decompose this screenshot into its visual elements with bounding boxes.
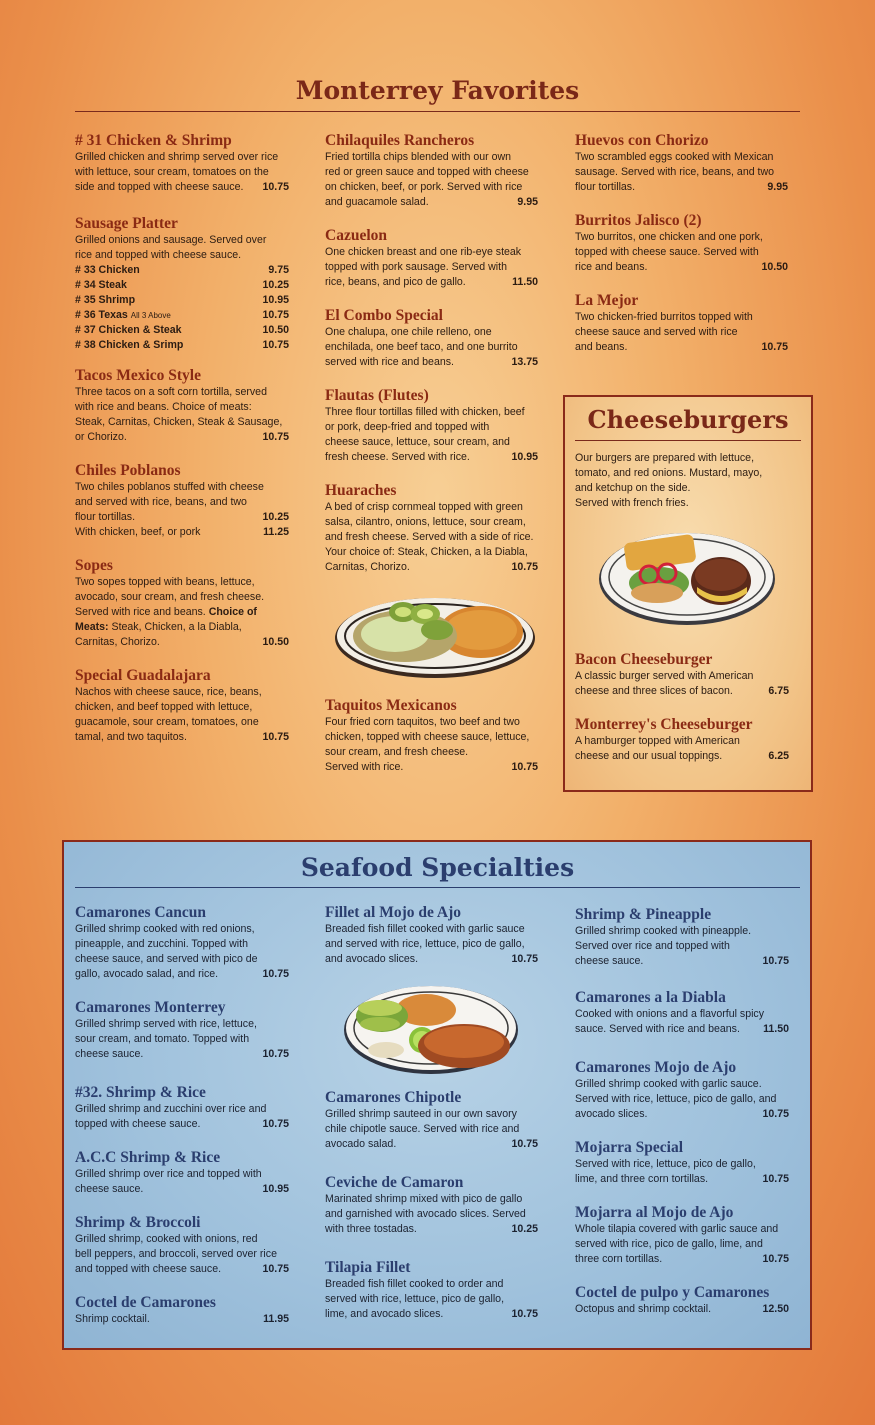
item-description: Grilled shrimp and zucchini over rice and topped with cheese sauce. 10.75: [75, 1103, 289, 1130]
item-name: Camarones Monterrey: [75, 999, 226, 1016]
item-name: Chilaquiles Rancheros: [325, 132, 475, 149]
menu-item: [75, 1149, 289, 1197]
item-name: Monterrey's Cheeseburger: [575, 716, 753, 733]
item-name: Sausage Platter: [75, 215, 178, 232]
menu-item: [75, 904, 289, 982]
item-name: Mojarra Special: [575, 1139, 684, 1156]
item-description: Grilled shrimp over rice and topped with cheese sauce. 10.95: [75, 1168, 289, 1195]
menu-item: [75, 557, 289, 650]
menu-item: [325, 227, 538, 290]
item-description: A hamburger topped with American cheese and our usual toppings. 6.25: [575, 735, 789, 762]
item-name: Taquitos Mexicanos: [325, 697, 457, 714]
menu-item: [575, 212, 788, 275]
item-description: Three flour tortillas filled with chicken, beef or pork, deep-fried and topped with cheese sauce, lettuce, sour cream, and fresh cheese. Served with rice. 10.95: [325, 406, 538, 463]
item-name: Bacon Cheeseburger: [575, 651, 713, 668]
menu-item: [575, 906, 789, 969]
item-description: One chicken breast and one rib-eye steak topped with pork sausage. Served with rice, beans, and pico de gallo. 11.50: [325, 246, 538, 288]
item-description: One chalupa, one chile relleno, one enchilada, one beef taco, and one burrito served with rice and beans. 13.75: [325, 326, 538, 368]
item-description: Grilled shrimp cooked with pineapple. Served over rice and topped with cheese sauce. 10.75: [575, 925, 789, 967]
item-name: A.C.C Shrimp & Rice: [75, 1149, 221, 1166]
menu-item: [325, 482, 538, 575]
burger-plate-image: [597, 525, 777, 630]
item-name: Huaraches: [325, 482, 397, 499]
sausage-options: # 33 Chicken 9.75 # 34 Steak 10.25 # 35 Shrimp 10.95 # 36 Texas All 3 Above 10.75 # 37 Chicken & Steak 10.50 # 38 Chicken & Srimp 10.75: [75, 264, 289, 351]
item-price: 10.75: [262, 181, 289, 193]
menu-item: [75, 132, 289, 195]
item-name: Flautas (Flutes): [325, 387, 429, 404]
item-description: Shrimp cocktail. 11.95: [75, 1313, 289, 1325]
item-description: Four fried corn taquitos, two beef and two chicken, topped with cheese sauce, lettuce, sour cream, and fresh cheese. Served with rice. 10.75: [325, 716, 538, 773]
item-name: Camarones Mojo de Ajo: [575, 1059, 737, 1076]
cheeseburgers-title: Cheeseburgers: [587, 405, 789, 434]
item-name: Coctel de Camarones: [75, 1294, 216, 1311]
item-name: Tilapia Fillet: [325, 1259, 411, 1276]
item-description: Two chiles poblanos stuffed with cheese and served with rice, beans, and two flour tortillas. 10.25 With chicken, beef, or pork 11.25: [75, 481, 289, 538]
item-name: Ceviche de Camaron: [325, 1174, 464, 1191]
item-description: Grilled shrimp served with rice, lettuce, sour cream, and tomato. Topped with cheese sauce. 10.75: [75, 1018, 289, 1060]
favorites-title: Monterrey Favorites: [295, 76, 580, 105]
item-description: Fried tortilla chips blended with our own red or green sauce and topped with cheese on chicken, beef, or pork. Served with rice and guacamole salad. 9.95: [325, 151, 538, 208]
menu-item: [325, 307, 538, 370]
seafood-title: Seafood Specialties: [300, 853, 575, 882]
item-name: Tacos Mexico Style: [75, 367, 201, 384]
item-name: Shrimp & Broccoli: [75, 1214, 201, 1231]
menu-item: [325, 387, 538, 465]
menu-item: [575, 132, 788, 195]
item-name: Huevos con Chorizo: [575, 132, 709, 149]
item-description: Breaded fish fillet cooked with garlic sauce and served with rice, lettuce, pico de gallo, and avocado slices. 10.75: [325, 923, 538, 965]
cheeseburgers-rule: [575, 440, 801, 441]
item-description: Grilled onions and sausage. Served over rice and topped with cheese sauce. # 33 Chicken 9.75 # 34 Steak 10.25 # 35 Shrimp 10.95 # 36 Texas All 3 Above 10.75 # 37 Chicken & Steak 10.50 # 38 Chicken & Srimp 10.75: [75, 234, 289, 351]
item-description: Grilled shrimp cooked with red onions, pineapple, and zucchini. Topped with cheese sauce, and served with pico de gallo, avocado salad, and rice. 10.75: [75, 923, 289, 980]
menu-item: [325, 1089, 538, 1152]
menu-item: [575, 651, 789, 699]
menu-item: [75, 367, 289, 445]
item-name: Coctel de pulpo y Camarones: [575, 1284, 770, 1301]
item-name: Camarones Cancun: [75, 904, 207, 921]
item-name: #32. Shrimp & Rice: [75, 1084, 206, 1101]
item-name: Chiles Poblanos: [75, 462, 181, 479]
item-description: A bed of crisp cornmeal topped with green salsa, cilantro, onions, lettuce, sour cream, and fresh cheese. Served with a side of rice. Your choice of: Steak, Chicken, a la Diabla, Carnitas, Chorizo. 10.75: [325, 501, 538, 573]
fish-plate-image: [342, 980, 520, 1078]
item-description: Two chicken-fried burritos topped with cheese sauce and served with rice and beans. 10.75: [575, 311, 788, 353]
item-description: Grilled shrimp sauteed in our own savory chile chipotle sauce. Served with rice and avocado salad. 10.75: [325, 1108, 538, 1150]
item-name: La Mejor: [575, 292, 639, 309]
menu-item: [75, 1214, 289, 1277]
item-name: # 31 Chicken & Shrimp: [75, 132, 232, 149]
item-description: Grilled chicken and shrimp served over rice with lettuce, sour cream, tomatoes on the side and topped with cheese sauce. 10.75: [75, 151, 289, 193]
item-description: Marinated shrimp mixed with pico de gallo and garnished with avocado slices. Served with three tostadas. 10.25: [325, 1193, 538, 1235]
item-name: Sopes: [75, 557, 113, 574]
item-name: Camarones a la Diabla: [575, 989, 726, 1006]
item-name: Mojarra al Mojo de Ajo: [575, 1204, 734, 1221]
seafood-box: [62, 840, 812, 1350]
item-description: Two sopes topped with beans, lettuce, avocado, sour cream, and fresh cheese. Served with rice and beans. Choice of Meats: Steak, Chicken, a la Diabla, Carnitas, Chorizo. 10.50: [75, 576, 289, 648]
menu-item: [325, 132, 538, 210]
item-description: Whole tilapia covered with garlic sauce and served with rice, pico de gallo, lime, and three corn tortillas. 10.75: [575, 1223, 789, 1265]
menu-item: [325, 1259, 538, 1322]
item-description: Cooked with onions and a flavorful spicy sauce. Served with rice and beans. 11.50: [575, 1008, 789, 1035]
menu-item: [75, 462, 289, 540]
favorites-rule: [75, 111, 800, 112]
menu-item: [575, 989, 789, 1037]
menu-item: [325, 697, 538, 775]
item-name: Fillet al Mojo de Ajo: [325, 904, 462, 921]
menu-item: [75, 215, 289, 353]
item-description: Octopus and shrimp cocktail. 12.50: [575, 1303, 789, 1315]
menu-item: [575, 1139, 789, 1187]
item-description: Nachos with cheese sauce, rice, beans, chicken, and beef topped with lettuce, guacamole, sour cream, tomatoes, one tamal, and two taquitos. 10.75: [75, 686, 289, 743]
item-description: Served with rice, lettuce, pico de gallo, lime, and three corn tortillas. 10.75: [575, 1158, 789, 1185]
item-name: El Combo Special: [325, 307, 443, 324]
item-description: Grilled shrimp, cooked with onions, red bell peppers, and broccoli, served over rice and topped with cheese sauce. 10.75: [75, 1233, 289, 1275]
item-name: Special Guadalajara: [75, 667, 211, 684]
menu-item: [325, 1174, 538, 1237]
menu-item: [575, 1059, 789, 1122]
menu-item: [575, 1284, 789, 1317]
cheeseburgers-intro: Our burgers are prepared with lettuce, tomato, and red onions. Mustard, mayo, and ketchup on the side. Served with french fries.: [575, 452, 763, 509]
item-description: Three tacos on a soft corn tortilla, served with rice and beans. Choice of meats: Steak, Carnitas, Chicken, Steak & Sausage, or Chorizo. 10.75: [75, 386, 289, 443]
menu-item: [75, 999, 289, 1062]
item-name: Cazuelon: [325, 227, 387, 244]
menu-item: [575, 292, 788, 355]
menu-item: [325, 904, 538, 967]
item-description: Grilled shrimp cooked with garlic sauce. Served with rice, lettuce, pico de gallo, and avocado slices. 10.75: [575, 1078, 789, 1120]
cheeseburgers-box: [563, 395, 813, 792]
menu-item: [75, 667, 289, 745]
menu-item: [75, 1084, 289, 1132]
item-name: Camarones Chipotle: [325, 1089, 462, 1106]
item-name: Burritos Jalisco (2): [575, 212, 702, 229]
menu-item: [575, 1204, 789, 1267]
item-description: Breaded fish fillet cooked to order and served with rice, lettuce, pico de gallo, lime, and avocado slices. 10.75: [325, 1278, 538, 1320]
tacos-plate-image: [333, 590, 538, 682]
menu-item: [575, 716, 789, 764]
item-name: Shrimp & Pineapple: [575, 906, 712, 923]
seafood-rule: [75, 887, 800, 888]
item-description: Two burritos, one chicken and one pork, topped with cheese sauce. Served with rice and beans. 10.50: [575, 231, 788, 273]
menu-item: [75, 1294, 289, 1327]
item-description: A classic burger served with American cheese and three slices of bacon. 6.75: [575, 670, 789, 697]
item-description: Two scrambled eggs cooked with Mexican sausage. Served with rice, beans, and two flour tortillas. 9.95: [575, 151, 788, 193]
